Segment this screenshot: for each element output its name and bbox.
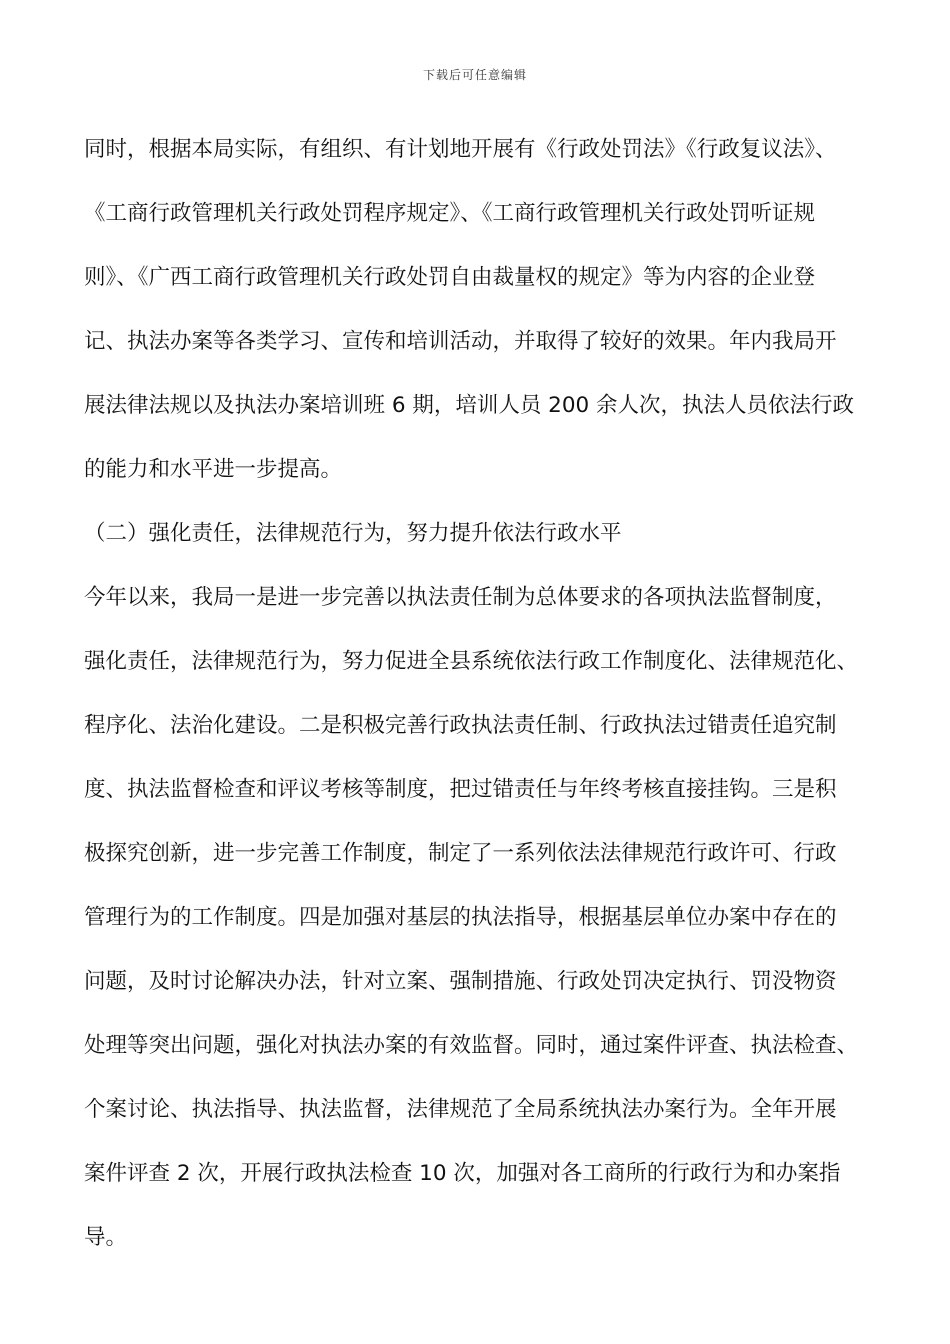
- text-line: 处理等突出问题，强化对执法办案的有效监督。同时，通过案件评查、执法检查、: [84, 1033, 859, 1058]
- section-heading: （二）强化责任，法律规范行为，努力提升依法行政水平: [84, 521, 622, 546]
- text-line: 问题，及时讨论解决办法，针对立案、强制措施、行政处罚决定执行、罚没物资: [84, 969, 837, 994]
- text-line: 的能力和水平进一步提高。: [84, 457, 343, 482]
- text-line: 强化责任，法律规范行为，努力促进全县系统依法行政工作制度化、法律规范化、: [84, 649, 859, 674]
- text-line: 管理行为的工作制度。四是加强对基层的执法指导，根据基层单位办案中存在的: [84, 905, 837, 930]
- page-header: 下载后可任意编辑: [422, 68, 527, 82]
- text-line: 个案讨论、执法指导、执法监督，法律规范了全局系统执法办案行为。全年开展: [84, 1097, 837, 1122]
- document-body: [84, 118, 884, 1270]
- text-line: 则》、《广西工商行政管理机关行政处罚自由裁量权的规定》等为内容的企业登: [84, 265, 816, 290]
- text-line: 程序化、法治化建设。二是积极完善行政执法责任制、行政执法过错责任追究制: [84, 713, 837, 738]
- text-line: 极探究创新，进一步完善工作制度，制定了一系列依法法律规范行政许可、行政: [84, 841, 837, 866]
- text-line: 案件评查 2 次，开展行政执法检查 10 次，加强对各工商所的行政行为和办案指: [84, 1161, 841, 1186]
- text-line: 导。: [84, 1225, 128, 1250]
- text-line: 《工商行政管理机关行政处罚程序规定》、《工商行政管理机关行政处罚听证规: [84, 201, 816, 226]
- text-line: 记、执法办案等各类学习、宣传和培训活动，并取得了较好的效果。年内我局开: [84, 329, 837, 354]
- text-line: 展法律法规以及执法办案培训班 6 期，培训人员 200 余人次，执法人员依法行政: [84, 393, 855, 418]
- text-line: 度、执法监督检查和评议考核等制度，把过错责任与年终考核直接挂钩。三是积: [84, 777, 837, 802]
- text-line: 同时，根据本局实际，有组织、有计划地开展有《行政处罚法》《行政复议法》、: [84, 137, 837, 162]
- text-line: 今年以来，我局一是进一步完善以执法责任制为总体要求的各项执法监督制度，: [84, 585, 837, 610]
